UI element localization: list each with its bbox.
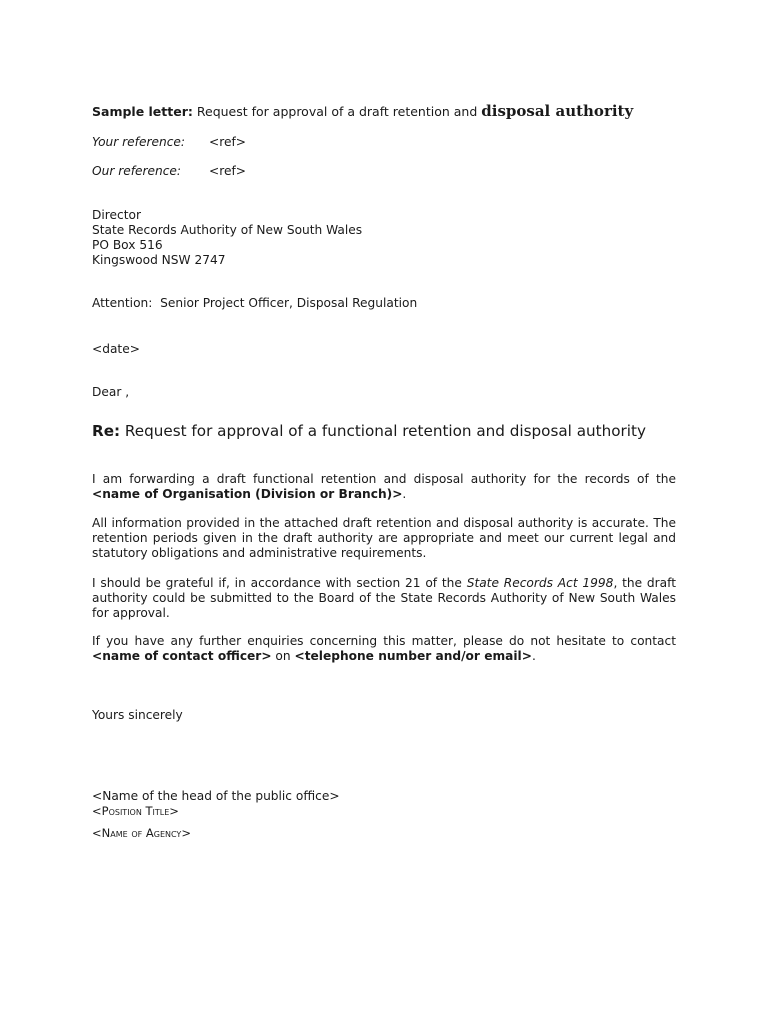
- organisation-placeholder: <name of Organisation (Division or Branch)>: [92, 487, 403, 501]
- paragraph-4: [92, 634, 676, 664]
- paragraph-1-end: .: [402, 487, 407, 501]
- address-line: Kingswood NSW 2747: [92, 253, 226, 267]
- subject-prefix: Re:: [92, 422, 121, 440]
- telephone-placeholder: <telephone number and/or email>: [294, 649, 532, 663]
- letter-date: <date>: [92, 342, 140, 356]
- paragraph-3-before: I should be grateful if, in accordance with section 21 of the: [92, 576, 462, 590]
- paragraph-4-before: If you have any further enquiries concerning this matter, please do not hesitate to contact: [92, 634, 676, 648]
- attention-line: [92, 296, 417, 311]
- subject-text: Request for approval of a functional retention and disposal authority: [124, 422, 646, 440]
- paragraph-4-end: .: [531, 649, 536, 663]
- paragraph-2: All information provided in the attached draft retention and disposal authority is accurate. The retention periods given in the draft authority are appropriate and meet our current legal and statutory obligations and administrative requirements.: [92, 516, 676, 560]
- address-line: PO Box 516: [92, 238, 163, 252]
- paragraph-3-after: , the draft authority could be submitted to the Board of the State Records Authority of New South Wales for approval.: [92, 576, 676, 620]
- your-reference-value: <ref>: [209, 135, 246, 149]
- closing: Yours sincerely: [92, 708, 183, 722]
- paragraph-4-on: on: [275, 649, 291, 663]
- signatory-agency: <Name of Agency>: [92, 826, 191, 840]
- attention-label: Attention:: [92, 296, 153, 310]
- attention-value: Senior Project Officer, Disposal Regulation: [160, 296, 418, 310]
- subject-line: [92, 422, 676, 440]
- signatory-name: <Name of the head of the public office>: [92, 789, 340, 803]
- title-middle: Request for approval of a draft retention and: [196, 104, 478, 119]
- recipient-address: [92, 208, 362, 268]
- act-name: State Records Act 1998: [466, 576, 614, 590]
- document-title: [92, 102, 633, 121]
- our-reference-row: [92, 164, 246, 179]
- our-reference-label: Our reference:: [92, 164, 182, 178]
- our-reference-value: <ref>: [209, 164, 246, 178]
- title-prefix: Sample letter:: [92, 104, 193, 119]
- your-reference-label: Your reference:: [92, 135, 186, 149]
- salutation: Dear ,: [92, 385, 130, 399]
- contact-officer-placeholder: <name of contact officer>: [92, 649, 272, 663]
- address-line: State Records Authority of New South Wales: [92, 223, 363, 237]
- signatory-position: <Position Title>: [92, 804, 179, 818]
- paragraph-1: [92, 472, 676, 502]
- address-line: Director: [92, 208, 141, 222]
- paragraph-1-text: I am forwarding a draft functional retention and disposal authority for the records of the: [92, 472, 676, 486]
- letter-page: [92, 0, 676, 1024]
- paragraph-3: [92, 576, 676, 621]
- your-reference-row: [92, 135, 246, 150]
- title-tail: disposal authority: [481, 102, 634, 120]
